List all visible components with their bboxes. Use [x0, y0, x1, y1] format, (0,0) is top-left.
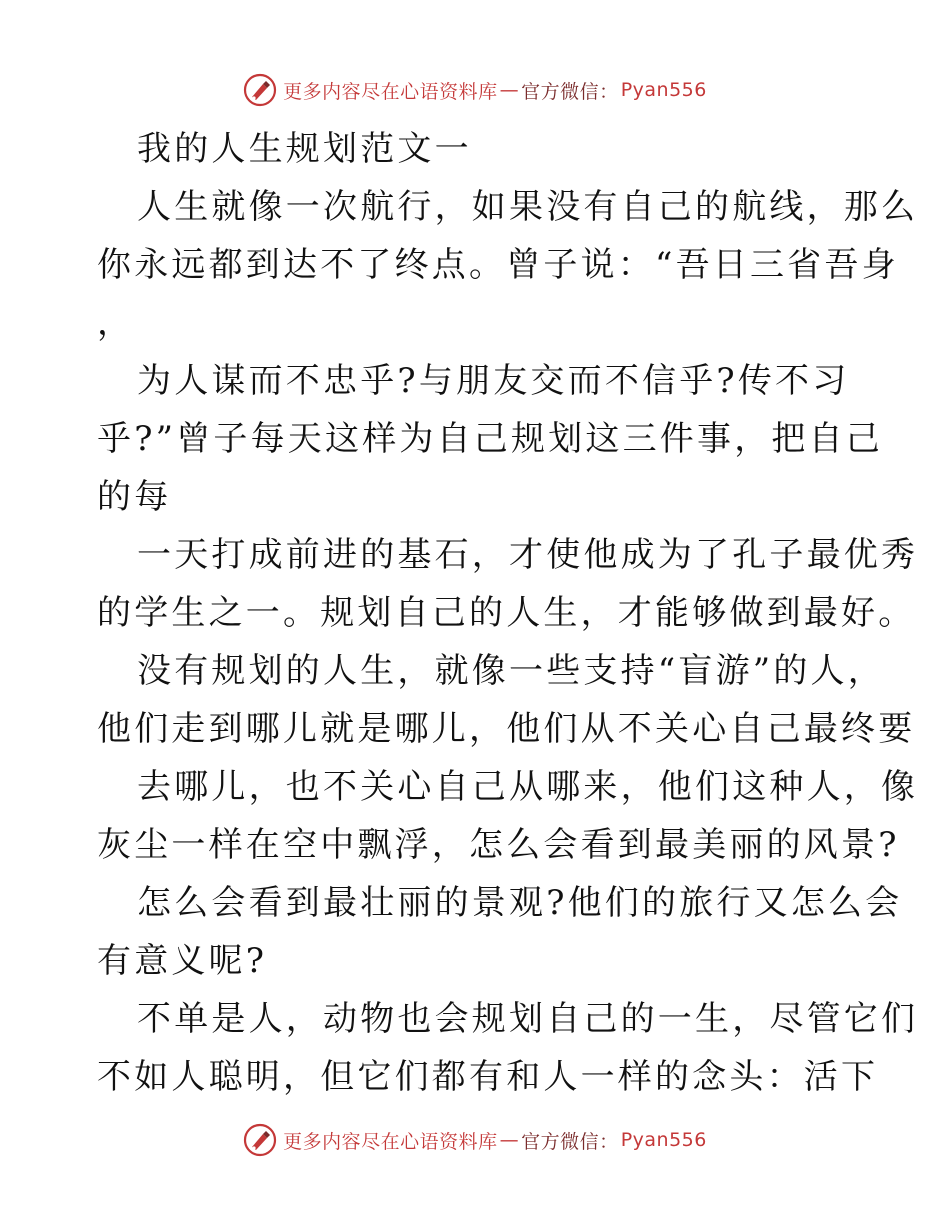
pen-nib-logo-icon — [243, 1123, 277, 1157]
text-line: 不如人聪明，但它们都有和人一样的念头：活下 — [97, 1057, 879, 1097]
text-line: 的每 — [97, 477, 172, 517]
text-line: 去哪儿，也不关心自己从哪来，他们这种人，像 — [137, 767, 919, 807]
document-body — [97, 120, 919, 1106]
brand-text: 更多内容尽在心语资料库 — [283, 80, 498, 103]
text-line: 为人谋而不忠乎?与朋友交而不信乎?传不习 — [137, 361, 850, 401]
document-title: 我的人生规划范文一 — [137, 129, 472, 169]
text-line: 一天打成前进的基石，才使他成为了孔子最优秀 — [137, 535, 919, 575]
wechat-id: Pyan556 — [620, 79, 707, 101]
text-line: ， — [97, 303, 135, 343]
banner-separator: — — [499, 1129, 520, 1151]
footer-banner — [0, 1120, 950, 1160]
text-line: 怎么会看到最壮丽的景观?他们的旅行又怎么会 — [137, 883, 903, 923]
text-line: 没有规划的人生，就像一些支持“盲游”的人， — [137, 651, 885, 691]
wechat-label: 官方微信： — [521, 80, 619, 103]
brand-text: 更多内容尽在心语资料库 — [283, 1130, 498, 1153]
text-line: 有意义呢? — [97, 941, 268, 981]
text-line: 的学生之一。规划自己的人生，才能够做到最好。 — [97, 593, 916, 633]
text-line: 你永远都到达不了终点。曾子说：“吾日三省吾身 — [97, 245, 899, 285]
banner-separator: — — [499, 79, 520, 101]
wechat-id: Pyan556 — [620, 1129, 707, 1151]
text-line: 乎?”曾子每天这样为自己规划这三件事，把自己 — [97, 419, 884, 459]
wechat-label: 官方微信： — [521, 1130, 619, 1153]
text-line: 不单是人，动物也会规划自己的一生，尽管它们 — [137, 999, 919, 1039]
text-line: 灰尘一样在空中飘浮，怎么会看到最美丽的风景? — [97, 825, 900, 865]
text-line: 他们走到哪儿就是哪儿，他们从不关心自己最终要 — [97, 709, 916, 749]
header-banner — [0, 70, 950, 110]
pen-nib-logo-icon — [243, 73, 277, 107]
text-line: 人生就像一次航行，如果没有自己的航线，那么 — [137, 187, 919, 227]
